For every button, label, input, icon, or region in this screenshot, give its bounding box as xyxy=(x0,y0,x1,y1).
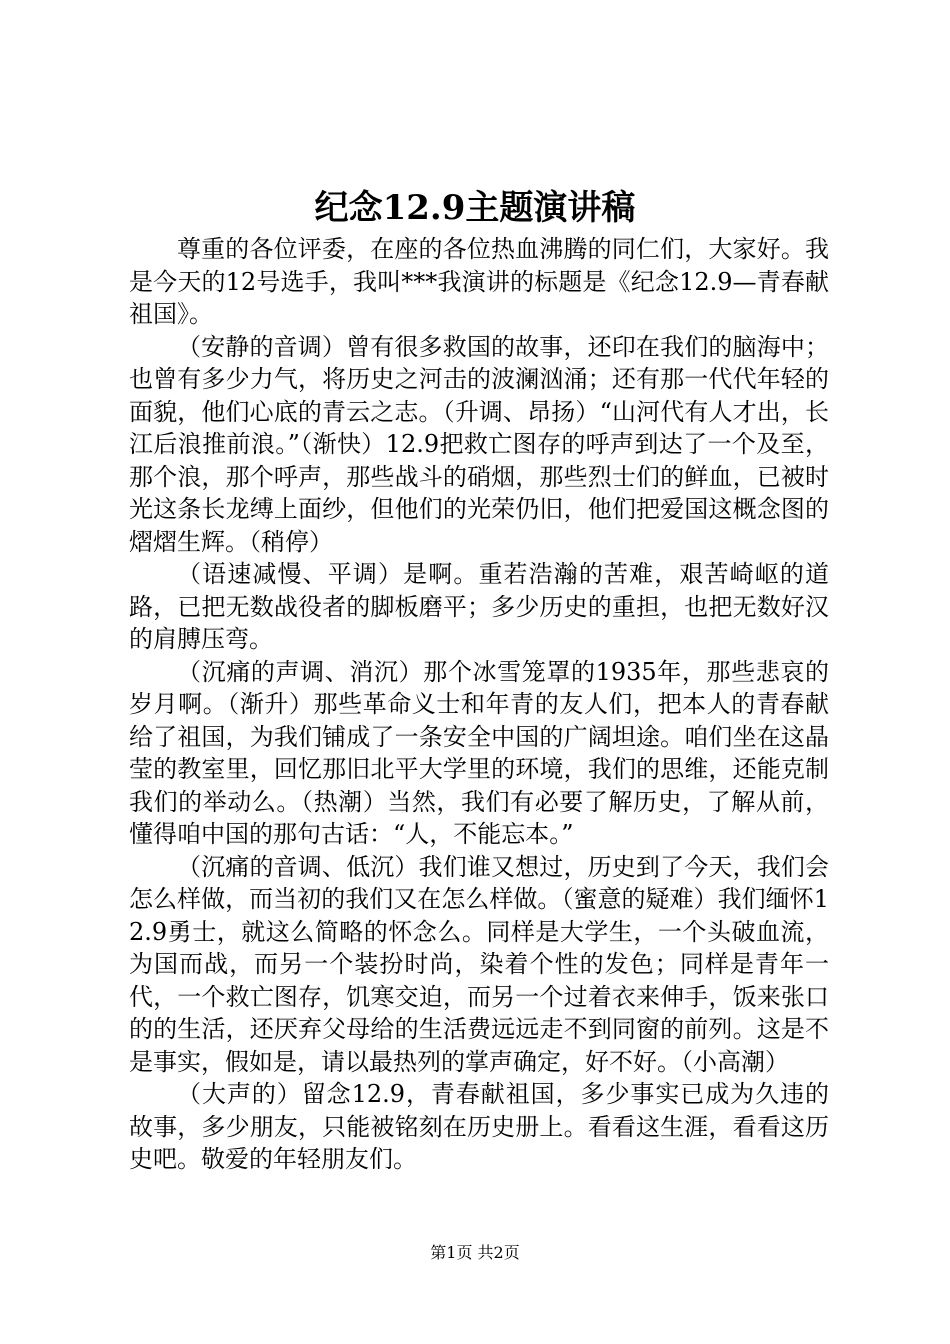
paragraph-6: （大声的）留念12.9，青春献祖国，多少事实已成为久违的故事，多少朋友，只能被铭刻在历史册上。看看这生涯，看看这历史吧。敬爱的年轻朋友们。 xyxy=(129,1080,829,1173)
paragraph-1: 尊重的各位评委，在座的各位热血沸腾的同仁们，大家好。我是今天的12号选手，我叫***我演讲的标题是《纪念12.9—青春献祖国》。 xyxy=(129,235,829,328)
document-title: 纪念12.9主题演讲稿 xyxy=(314,188,636,228)
paragraph-4: （沉痛的声调、消沉）那个冰雪笼罩的1935年，那些悲哀的岁月啊。（渐升）那些革命义士和年青的友人们，把本人的青春献给了祖国，为我们铺成了一条安全中国的广阔坦途。咱们坐在这晶莹的教室里，回忆那旧北平大学里的环境，我们的思维，还能克制我们的举动么。（热潮）当然，我们有必要了解历史，了解从前，懂得咱中国的那句古话：“人，不能忘本。” xyxy=(129,657,829,848)
page-footer: 第1页 共2页 xyxy=(430,1243,520,1262)
paragraph-5: （沉痛的音调、低沉）我们谁又想过，历史到了今天，我们会怎么样做，而当初的我们又在怎么样做。（蜜意的疑难）我们缅怀12.9勇士，就这么简略的怀念么。同样是大学生，一个头破血流，为国而战，而另一个装扮时尚，染着个性的发色；同样是青年一代，一个救亡图存，饥寒交迫，而另一个过着衣来伸手，饭来张口的的生活，还厌弃父母给的生活费远远走不到同窗的前列。这是不是事实，假如是，请以最热列的掌声确定，好不好。（小高潮） xyxy=(129,852,829,1076)
paragraph-3: （语速减慢、平调）是啊。重若浩瀚的苦难，艰苦崎岖的道路，已把无数战役者的脚板磨平；多少历史的重担，也把无数好汉的肩膊压弯。 xyxy=(129,560,829,653)
paragraph-2: （安静的音调）曾有很多救国的故事，还印在我们的脑海中；也曾有多少力气，将历史之河击的波澜汹涌；还有那一代代年轻的面貌，他们心底的青云之志。（升调、昂扬）“山河代有人才出，长江后浪推前浪。”（渐快）12.9把救亡图存的呼声到达了一个及至，那个浪，那个呼声，那些战斗的硝烟，那些烈士们的鲜血，已被时光这条长龙缚上面纱，但他们的光荣仍旧，他们把爱国这概念图的熠熠生辉。（稍停） xyxy=(129,332,829,556)
document-body xyxy=(129,233,829,1176)
